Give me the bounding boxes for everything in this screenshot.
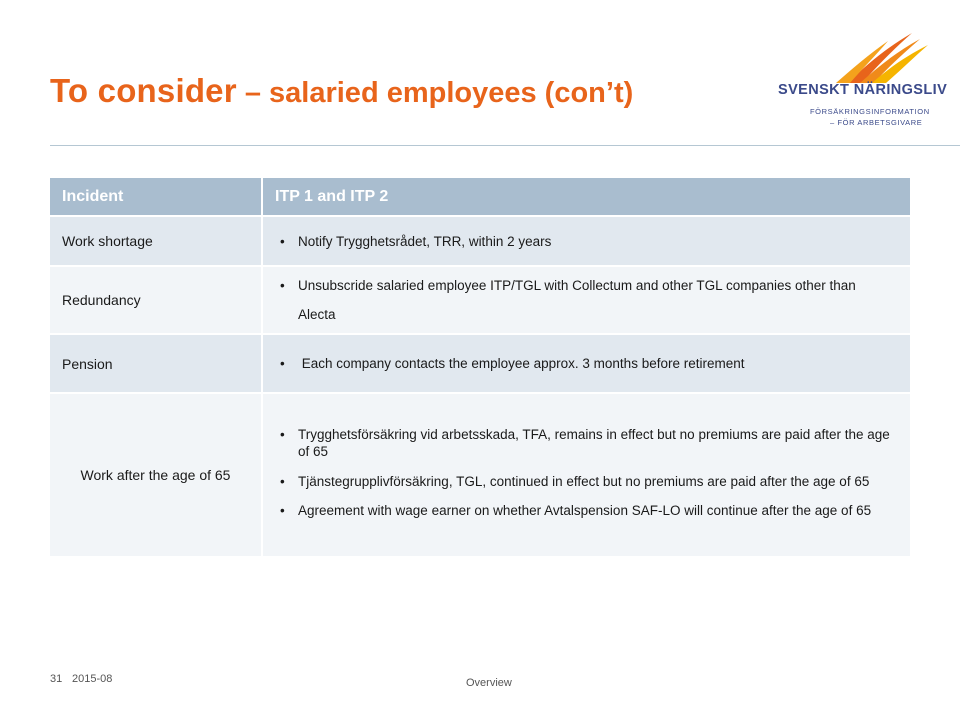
incident-cell: Work after the age of 65 [50,393,262,556]
table-row [50,216,910,266]
bullet-item: • Each company contacts the employee approx. 3 months before retirement [280,356,890,371]
logo-tagline-2: – FÖR ARBETSGIVARE [830,118,923,127]
table-header-row [50,178,910,216]
table-row [50,334,910,393]
incident-cell: Redundancy [50,266,262,334]
logo-tagline-1: FÖRSÄKRINGSINFORMATION [810,107,930,116]
bullet-item: • Tjänstegrupplivförsäkring, TGL, continued in effect but no premiums are paid after the age of 65 [280,467,890,496]
header-incident: Incident [50,178,262,216]
company-logo [770,25,950,135]
bullet-item: • Notify Trygghetsrådet, TRR, within 2 years [280,234,890,249]
footer-section: Overview [466,677,512,689]
title-main: To consider [50,72,237,109]
page-title [50,72,633,110]
rule-cell [262,266,910,334]
bullet-item: • Agreement with wage earner on whether Avtalspension SAF-LO will continue after the age of 65 [280,496,890,525]
title-rest: – salaried employees (con’t) [236,77,634,109]
rule-cell [262,216,910,266]
incident-cell: Pension [50,334,262,393]
bullet-item: • Trygghetsförsäkring vid arbetsskada, TFA, remains in effect but no premiums are paid after the age of 65 [280,426,890,460]
wing-logo-icon [770,25,950,85]
title-divider [50,145,960,146]
incident-cell: Work shortage [50,216,262,266]
logo-name: SVENSKT NÄRINGSLIV [778,82,948,98]
bullet-item: • Unsubscride salaried employee ITP/TGL with Collectum and other TGL companies other than Alecta [280,271,890,329]
header-itp: ITP 1 and ITP 2 [262,178,910,216]
incident-table [50,178,910,556]
table-row [50,393,910,556]
rule-cell [262,393,910,556]
table-row [50,266,910,334]
rule-cell [262,334,910,393]
footer-date: 2015-08 [72,673,113,685]
page-number: 31 [50,673,63,685]
